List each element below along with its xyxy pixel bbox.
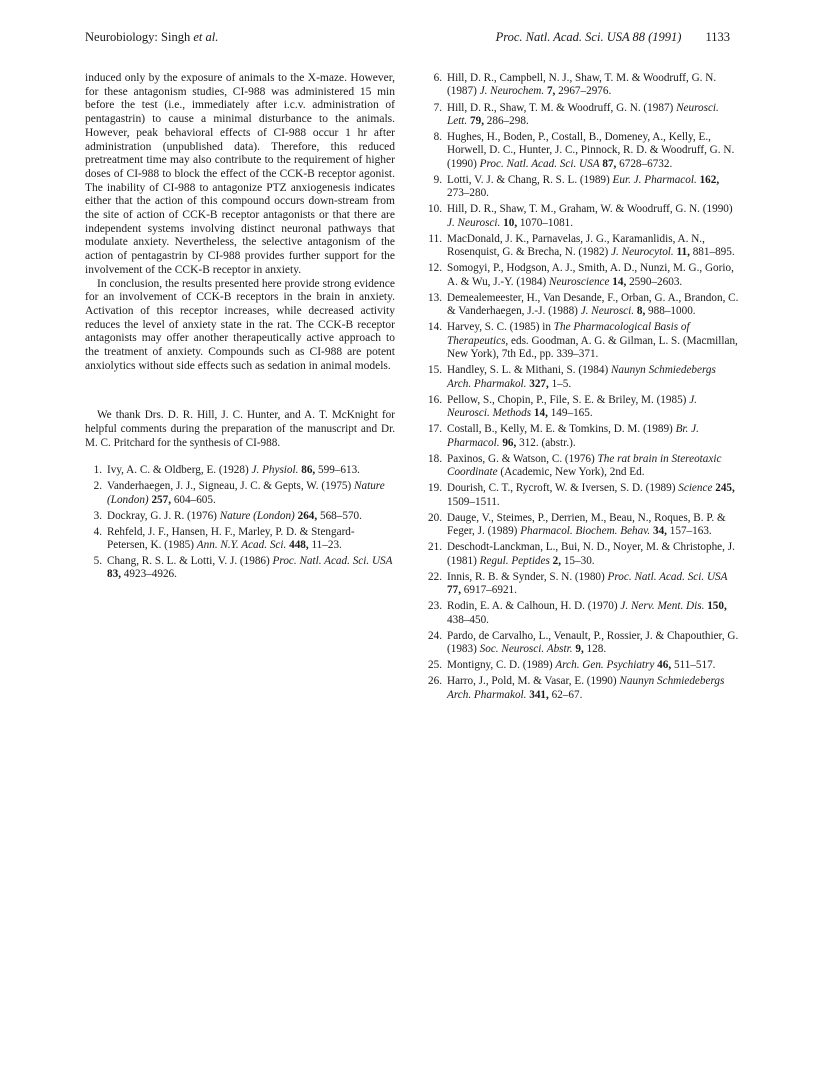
reference-item bbox=[85, 510, 395, 523]
reference-volume: 448, bbox=[286, 539, 309, 552]
reference-number: 3 . bbox=[85, 510, 102, 523]
reference-pages: 6728–6732. bbox=[616, 157, 673, 170]
reference-number: 7 . bbox=[425, 102, 442, 115]
reference-item bbox=[425, 72, 740, 99]
reference-journal: J. Neurosci. Methods bbox=[447, 393, 697, 420]
reference-pages: 128. bbox=[583, 643, 607, 656]
reference-list bbox=[425, 72, 740, 702]
reference-item bbox=[425, 203, 740, 230]
reference-number: 5 . bbox=[85, 555, 102, 568]
reference-authors: Pellow, S., Chopin, P., File, S. E. & Briley, M. (1985) bbox=[447, 393, 690, 406]
reference-volume: 87, bbox=[599, 157, 617, 170]
reference-number: 4 . bbox=[85, 526, 102, 539]
reference-volume: 8, bbox=[634, 305, 646, 318]
reference-item bbox=[425, 174, 740, 201]
reference-authors: Harro, J., Pold, M. & Vasar, E. (1990) bbox=[447, 675, 620, 688]
reference-volume: 11, bbox=[673, 246, 690, 259]
reference-journal: Nature (London) bbox=[219, 509, 295, 522]
reference-number: 17 . bbox=[425, 423, 442, 436]
reference-journal: Regul. Peptides bbox=[479, 554, 550, 567]
reference-volume: 2, bbox=[549, 554, 562, 567]
reference-journal: J. Neurosci. bbox=[580, 305, 635, 318]
header-section: Neurobiology: Singh bbox=[85, 30, 194, 44]
reference-volume: 150, bbox=[704, 600, 727, 613]
reference-journal: Proc. Natl. Acad. Sci. USA bbox=[479, 157, 600, 170]
reference-authors: Innis, R. B. & Synder, S. N. (1980) bbox=[447, 570, 608, 583]
reference-volume: 10, bbox=[500, 216, 518, 229]
reference-number: 10 . bbox=[425, 203, 442, 216]
reference-number: 8 . bbox=[425, 131, 442, 144]
reference-pages: 2590–2603. bbox=[626, 275, 683, 288]
reference-pages: 604–605. bbox=[171, 493, 216, 506]
reference-authors: Hughes, H., Boden, P., Costall, B., Domeney, A., Kelly, E., Horwell, D. C., Hunter, J. C., Pinnock, R. D. & Woodruff, G. N. (1990) bbox=[447, 131, 735, 170]
reference-volume: 46, bbox=[654, 659, 672, 672]
reference-pages: 157–163. bbox=[666, 525, 712, 538]
reference-item bbox=[425, 364, 740, 391]
reference-volume: 245, bbox=[712, 482, 735, 495]
reference-number: 12 . bbox=[425, 262, 442, 275]
reference-item bbox=[425, 321, 740, 361]
reference-pages: 988–1000. bbox=[645, 305, 696, 318]
header-right bbox=[496, 30, 730, 45]
reference-number: 25 . bbox=[425, 659, 442, 672]
reference-authors: Ivy, A. C. & Oldberg, E. (1928) bbox=[107, 464, 252, 477]
reference-journal: Nature (London) bbox=[107, 480, 385, 506]
reference-pages: 1–5. bbox=[548, 377, 572, 390]
reference-journal: Arch. Gen. Psychiatry bbox=[555, 659, 655, 672]
reference-volume: 14, bbox=[531, 407, 548, 420]
reference-item bbox=[425, 630, 740, 657]
reference-volume: 162, bbox=[696, 173, 720, 186]
reference-number: 18 . bbox=[425, 453, 442, 466]
reference-journal: Pharmacol. Biochem. Behav. bbox=[520, 525, 651, 538]
reference-pages: 15–30. bbox=[561, 554, 595, 567]
reference-pages: 4923–4926. bbox=[120, 568, 177, 581]
reference-pages: 273–280. bbox=[447, 187, 489, 200]
reference-number: 22 . bbox=[425, 571, 442, 584]
reference-volume: 86, bbox=[298, 464, 316, 477]
reference-volume: 79, bbox=[467, 114, 484, 127]
reference-number: 13 . bbox=[425, 292, 442, 305]
journal-citation: Proc. Natl. Acad. Sci. USA 88 (1991) bbox=[495, 30, 682, 44]
reference-volume: 34, bbox=[650, 525, 667, 538]
reference-number: 19 . bbox=[425, 482, 442, 495]
reference-item bbox=[425, 233, 740, 260]
reference-authors: Lotti, V. J. & Chang, R. S. L. (1989) bbox=[447, 173, 613, 186]
running-header-title bbox=[85, 30, 218, 45]
reference-authors: Deschodt-Lanckman, L., Bui, N. D., Noyer, M. & Christophe, J. (1981) bbox=[447, 541, 735, 567]
reference-item bbox=[425, 394, 740, 421]
reference-authors: Dauge, V., Steimes, P., Derrien, M., Beau, N., Roques, B. P. & Feger, J. (1989) bbox=[447, 511, 726, 538]
reference-journal: J. Neurocytol. bbox=[611, 246, 674, 259]
reference-volume: 9, bbox=[572, 643, 584, 656]
reference-authors: Handley, S. L. & Mithani, S. (1984) bbox=[447, 364, 611, 377]
reference-authors: Chang, R. S. L. & Lotti, V. J. (1986) bbox=[107, 555, 273, 568]
reference-number: 23 . bbox=[425, 600, 442, 613]
reference-pages: 11–23. bbox=[308, 539, 342, 552]
reference-authors: Dourish, C. T., Rycroft, W. & Iversen, S. D. (1989) bbox=[447, 482, 679, 495]
reference-pages: 568–570. bbox=[317, 509, 362, 522]
reference-pages: 286–298. bbox=[483, 114, 529, 127]
reference-item bbox=[425, 131, 740, 171]
reference-item bbox=[85, 555, 395, 582]
reference-volume: 96, bbox=[499, 436, 517, 449]
right-column bbox=[425, 72, 740, 705]
reference-number: 9 . bbox=[425, 174, 442, 187]
reference-number: 20 . bbox=[425, 512, 442, 525]
page-number: 1133 bbox=[705, 30, 730, 44]
reference-journal: Neurosci. Lett. bbox=[447, 101, 719, 127]
reference-item bbox=[85, 526, 395, 553]
reference-pages: 312. (abstr.). bbox=[516, 436, 576, 449]
reference-authors: Dockray, G. J. R. (1976) bbox=[107, 509, 220, 522]
reference-pages: 1509–1511. bbox=[447, 495, 500, 508]
reference-journal: The Pharmacological Basis of Therapeutics bbox=[447, 321, 690, 347]
left-column bbox=[85, 72, 395, 584]
reference-authors: MacDonald, J. K., Parnavelas, J. G., Karamanlidis, A. N., Rosenquist, G. & Brecha, N. (1982) bbox=[447, 232, 705, 259]
reference-item bbox=[85, 480, 395, 507]
reference-authors: Hill, D. R., Campbell, N. J., Shaw, T. M. & Woodruff, G. N. (1987) bbox=[447, 72, 717, 98]
reference-volume: 264, bbox=[294, 509, 318, 522]
reference-pages: (Academic, New York), 2nd Ed. bbox=[497, 466, 645, 479]
reference-authors: Rehfeld, J. F., Hansen, H. F., Marley, P. D. & Stengard-Petersen, K. (1985) bbox=[107, 525, 355, 552]
body-paragraph: In conclusion, the results presented here provide strong evidence for an involvement of CCK-B receptors in the brain in anxiety. Activation of this receptor increases, while decreased activity reduces the level of anxiety state in the rat. The CCK-B receptor antagonists may offer another therapeutically active approach to the treatment of anxiety. Compounds such as CI-988 are potent anxiolytics without side effects such as sedation in animal models. bbox=[85, 277, 395, 372]
reference-pages: 438–450. bbox=[447, 613, 489, 626]
reference-volume: 7, bbox=[544, 85, 556, 98]
reference-number: 15 . bbox=[425, 364, 442, 377]
reference-journal: J. Neurochem. bbox=[479, 85, 545, 98]
reference-item bbox=[425, 571, 740, 598]
reference-authors: Pardo, de Carvalho, L., Venault, P., Rossier, J. & Chapouthier, G. (1983) bbox=[447, 629, 739, 656]
reference-authors: Rodin, E. A. & Calhoun, H. D. (1970) bbox=[447, 600, 621, 613]
reference-pages: , eds. Goodman, A. G. & Gilman, L. S. (Macmillan, New York), 7th Ed., pp. 339–371. bbox=[447, 334, 738, 361]
reference-pages: 149–165. bbox=[547, 407, 593, 420]
reference-volume: 341, bbox=[526, 688, 549, 701]
header-et-al: et al. bbox=[193, 30, 219, 44]
reference-volume: 327, bbox=[526, 377, 549, 390]
reference-item bbox=[85, 464, 395, 477]
reference-journal: The rat brain in Stereotaxic Coordinate bbox=[447, 452, 722, 479]
reference-authors: Vanderhaegen, J. J., Signeau, J. C. & Gepts, W. (1975) bbox=[107, 480, 355, 493]
reference-authors: Costall, B., Kelly, M. E. & Tomkins, D. M. (1989) bbox=[447, 423, 676, 436]
reference-journal: J. Physiol. bbox=[251, 464, 299, 477]
reference-volume: 257, bbox=[148, 493, 172, 506]
reference-journal: Science bbox=[678, 482, 713, 495]
reference-authors: Somogyi, P., Hodgson, A. J., Smith, A. D., Nunzi, M. G., Gorio, A. & Wu, J.-Y. (1984) bbox=[447, 262, 734, 288]
reference-item bbox=[425, 453, 740, 480]
reference-item bbox=[425, 675, 740, 702]
reference-number: 1 . bbox=[85, 464, 102, 477]
reference-journal: J. Neurosci. bbox=[447, 216, 501, 229]
reference-number: 14 . bbox=[425, 321, 442, 334]
reference-journal: Proc. Natl. Acad. Sci. USA bbox=[272, 555, 393, 568]
body-paragraph: induced only by the exposure of animals to the X-maze. However, for these antagonism studies, CI-988 was administered 15 min before the test (i.e., immediately after i.c.v. administration of pentagastrin) to cause a minimal disturbance to the animals. However, peak behavioral effects of CI-988 occur 1 hr after administration (unpublished data). Therefore, this reduced pretreatment time may also contribute to the requirement of higher doses of CI-988 to block the effect of the CCK-B receptor agonist. The inability of CI-988 to antagonize PTZ anxiogenesis indicates either that the action of this compound occurs down-stream from the site of action of CCK-B receptor antagonists or that there are independent systems involving distinct neuronal pathways that modulate anxiety. Nevertheless, the selective antagonism of the action of pentagastrin by CI-988 provides further support for the involvement of the CCK-B receptor in anxiety. bbox=[85, 72, 395, 276]
reference-number: 2 . bbox=[85, 480, 102, 493]
reference-journal: Ann. N.Y. Acad. Sci. bbox=[196, 539, 287, 552]
reference-journal: Naunyn Schmiedebergs Arch. Pharmakol. bbox=[447, 364, 716, 390]
reference-number: 16 . bbox=[425, 394, 442, 407]
reference-authors: Hill, D. R., Shaw, T. M. & Woodruff, G. N. (1987) bbox=[447, 101, 677, 114]
reference-item bbox=[425, 482, 740, 509]
reference-list bbox=[85, 464, 395, 582]
running-header bbox=[85, 30, 730, 50]
reference-pages: 1070–1081. bbox=[517, 216, 574, 229]
reference-item bbox=[425, 659, 740, 672]
reference-item bbox=[425, 541, 740, 568]
reference-pages: 511–517. bbox=[671, 659, 716, 672]
reference-pages: 881–895. bbox=[689, 246, 735, 259]
reference-authors: Montigny, C. D. (1989) bbox=[447, 659, 556, 672]
reference-item bbox=[425, 102, 740, 129]
reference-volume: 77, bbox=[447, 584, 461, 597]
reference-item bbox=[425, 423, 740, 450]
reference-authors: Demealemeester, H., Van Desande, F., Orban, G. A., Brandon, C. & Vanderhaegen, J.-J. (1988) bbox=[447, 291, 739, 318]
reference-pages: 599–613. bbox=[315, 464, 360, 477]
reference-pages: 2967–2976. bbox=[555, 85, 612, 98]
reference-number: 6 . bbox=[425, 72, 442, 85]
reference-number: 21 . bbox=[425, 541, 442, 554]
reference-volume: 83, bbox=[107, 568, 121, 581]
reference-authors: Harvey, S. C. (1985) in bbox=[447, 321, 554, 334]
reference-item bbox=[425, 292, 740, 319]
reference-authors: Paxinos, G. & Watson, C. (1976) bbox=[447, 452, 598, 465]
reference-journal: Soc. Neurosci. Abstr. bbox=[479, 643, 573, 656]
reference-item bbox=[425, 600, 740, 627]
reference-journal: Naunyn Schmiedebergs Arch. Pharmakol. bbox=[447, 675, 725, 701]
reference-journal: Br. J. Pharmacol. bbox=[447, 423, 699, 449]
reference-number: 11 . bbox=[425, 233, 442, 246]
reference-item bbox=[425, 512, 740, 539]
reference-journal: Neuroscience bbox=[549, 275, 610, 288]
reference-item bbox=[425, 262, 740, 289]
reference-number: 26 . bbox=[425, 675, 442, 688]
reference-journal: Proc. Natl. Acad. Sci. USA bbox=[607, 570, 728, 583]
reference-journal: Eur. J. Pharmacol. bbox=[612, 173, 697, 186]
reference-authors: Hill, D. R., Shaw, T. M., Graham, W. & Woodruff, G. N. (1990) bbox=[447, 203, 733, 216]
reference-volume: 14, bbox=[609, 275, 627, 288]
reference-number: 24 . bbox=[425, 630, 442, 643]
reference-pages: 62–67. bbox=[548, 688, 583, 701]
reference-journal: J. Nerv. Ment. Dis. bbox=[620, 600, 705, 613]
reference-pages: 6917–6921. bbox=[460, 584, 517, 597]
acknowledgment: We thank Drs. D. R. Hill, J. C. Hunter, and A. T. McKnight for helpful comments during the preparation of the manuscript and Dr. M. C. Pritchard for the synthesis of CI-988. bbox=[85, 409, 395, 449]
